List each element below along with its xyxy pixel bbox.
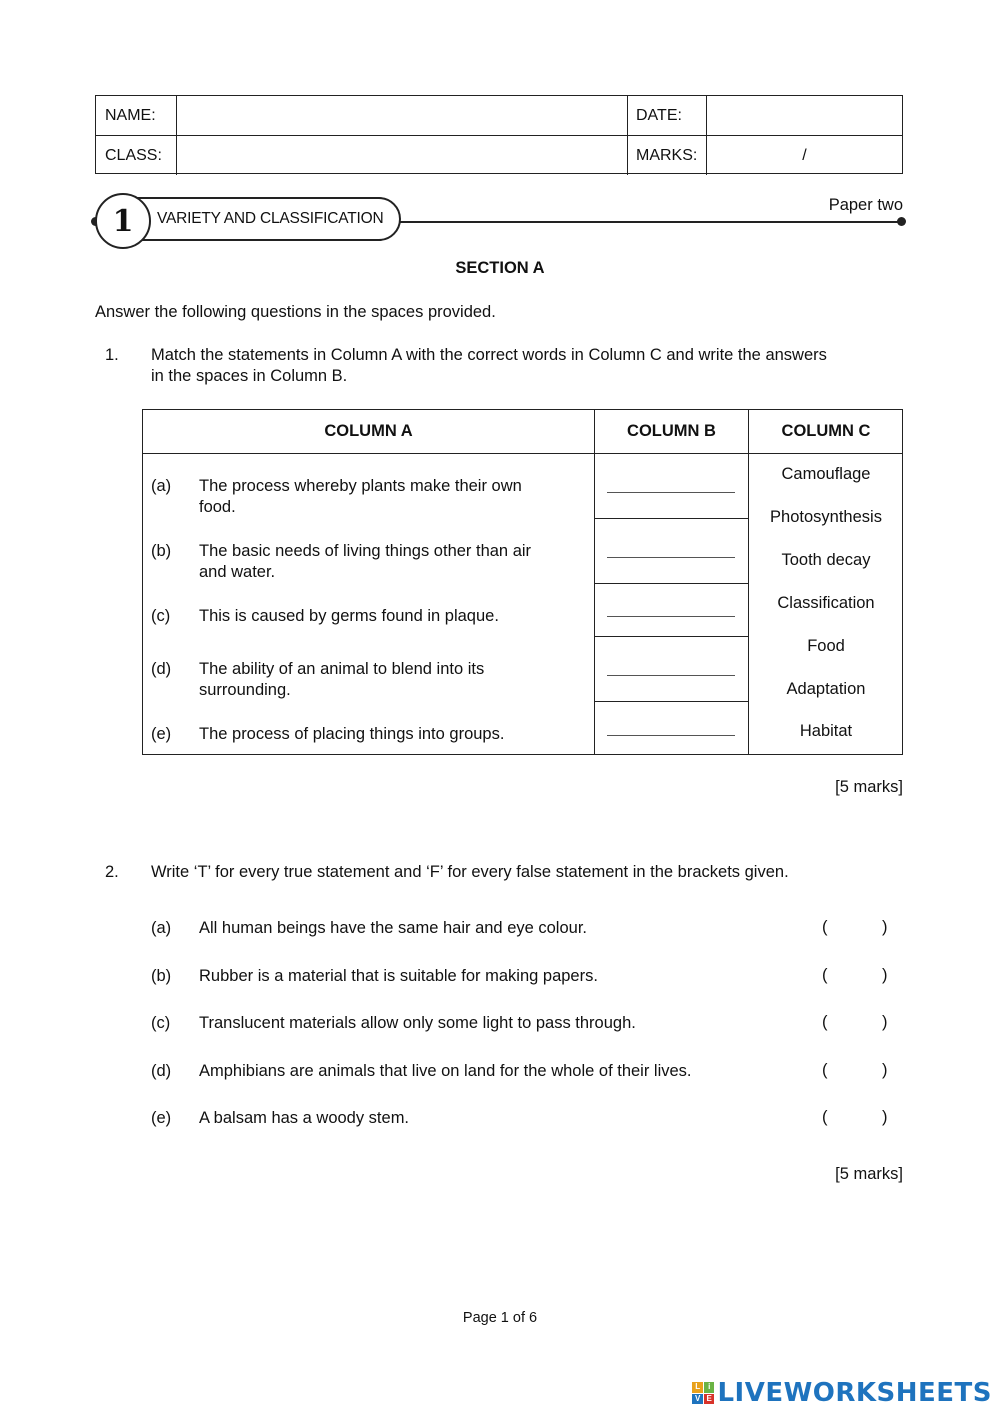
q1-item-text: The process of placing things into groups. <box>199 725 505 743</box>
q1-text-line2: in the spaces in Column B. <box>151 367 348 385</box>
column-c-word: Classification <box>777 594 875 612</box>
name-label: NAME: <box>105 106 156 124</box>
liveworksheets-logo[interactable] <box>692 1378 992 1408</box>
date-label: DATE: <box>636 106 682 124</box>
q2-item-label: (c) <box>151 1014 171 1032</box>
bracket-close: ) <box>882 1013 888 1031</box>
banner-rule <box>400 221 900 223</box>
q1-marks: [5 marks] <box>835 778 903 796</box>
tf-answer-a[interactable] <box>834 916 880 940</box>
q1-text-line1: Match the statements in Column A with the correct words in Column C and write the answers <box>151 346 827 364</box>
q2-item-text: Translucent materials allow only some light to pass through. <box>199 1014 636 1032</box>
bracket-close: ) <box>882 1061 888 1079</box>
chapter-number: 1 <box>95 193 151 249</box>
column-c-word: Tooth decay <box>781 551 871 569</box>
q2-item-text: Amphibians are animals that live on land for the whole of their lives. <box>199 1062 692 1080</box>
q1-item-text: surrounding. <box>199 681 291 699</box>
bracket-open: ( <box>822 1013 828 1031</box>
q1-item-label: (c) <box>151 607 171 625</box>
info-row-2 <box>96 135 902 175</box>
q1-item-label: (b) <box>151 542 172 560</box>
q2-item-text: Rubber is a material that is suitable for making papers. <box>199 967 598 985</box>
q1-item-text: The basic needs of living things other than air <box>199 542 532 560</box>
answer-blank-c[interactable] <box>607 616 735 617</box>
q2-item-text: All human beings have the same hair and eye colour. <box>199 919 587 937</box>
bracket-open: ( <box>822 1108 828 1126</box>
q2-item-text: A balsam has a woody stem. <box>199 1109 410 1127</box>
logo-letter: E <box>704 1394 715 1405</box>
tf-answer-b[interactable] <box>834 964 880 988</box>
instructions: Answer the following questions in the spaces provided. <box>95 303 496 321</box>
date-field[interactable] <box>708 96 901 135</box>
bracket-open: ( <box>822 918 828 936</box>
chapter-title: VARIETY AND CLASSIFICATION <box>157 210 384 227</box>
paper-label: Paper two <box>828 196 903 214</box>
class-label: CLASS: <box>105 146 162 164</box>
tf-answer-e[interactable] <box>834 1106 880 1130</box>
column-c-word: Habitat <box>799 722 853 740</box>
name-field[interactable] <box>178 96 627 135</box>
q1-item-text: The ability of an animal to blend into its <box>199 660 485 678</box>
class-field[interactable] <box>178 136 627 175</box>
q1-item-text: and water. <box>199 563 276 581</box>
section-title: SECTION A <box>455 259 545 277</box>
q1-item-label: (d) <box>151 660 172 678</box>
logo-wordmark: LIVEWORKSHEETS <box>717 1378 992 1408</box>
bracket-open: ( <box>822 966 828 984</box>
column-c-word: Food <box>807 637 845 655</box>
answer-blank-b[interactable] <box>607 557 735 558</box>
bracket-close: ) <box>882 1108 888 1126</box>
logo-letter: L <box>692 1382 703 1393</box>
q2-item-label: (d) <box>151 1062 172 1080</box>
logo-letter: V <box>692 1394 703 1405</box>
answer-blank-d[interactable] <box>607 675 735 676</box>
column-c-word: Adaptation <box>786 680 866 698</box>
header-column-a: COLUMN A <box>324 422 413 440</box>
column-c-word: Photosynthesis <box>770 508 882 526</box>
banner-end-dot <box>897 217 906 226</box>
q2-item-label: (e) <box>151 1109 172 1127</box>
bracket-close: ) <box>882 918 888 936</box>
q1-number: 1. <box>105 346 119 364</box>
q1-item-text: food. <box>199 498 236 516</box>
tf-answer-c[interactable] <box>834 1011 880 1035</box>
marks-label: MARKS: <box>636 146 698 164</box>
q2-text: Write ‘T’ for every true statement and ‘F’ for every false statement in the brackets given. <box>151 863 789 881</box>
tf-answer-d[interactable] <box>834 1059 880 1083</box>
q1-item-label: (a) <box>151 477 172 495</box>
matching-table <box>142 409 903 755</box>
header-column-b: COLUMN B <box>627 422 716 440</box>
q1-item-text: The process whereby plants make their own <box>199 477 522 495</box>
answer-blank-e[interactable] <box>607 735 735 736</box>
marks-field[interactable]: / <box>802 146 807 164</box>
student-info-table <box>95 95 903 174</box>
page-number: Page 1 of 6 <box>462 1310 538 1326</box>
liveworksheets-logo-icon <box>692 1382 714 1404</box>
q2-item-label: (a) <box>151 919 172 937</box>
bracket-close: ) <box>882 966 888 984</box>
logo-letter: i <box>704 1382 715 1393</box>
column-c-word: Camouflage <box>781 465 871 483</box>
header-column-c: COLUMN C <box>781 422 871 440</box>
info-row-1 <box>96 96 902 135</box>
q2-marks: [5 marks] <box>835 1165 903 1183</box>
q2-item-label: (b) <box>151 967 172 985</box>
answer-blank-a[interactable] <box>607 492 735 493</box>
q1-item-text: This is caused by germs found in plaque. <box>199 607 499 625</box>
q2-number: 2. <box>105 863 119 881</box>
bracket-open: ( <box>822 1061 828 1079</box>
q1-item-label: (e) <box>151 725 172 743</box>
